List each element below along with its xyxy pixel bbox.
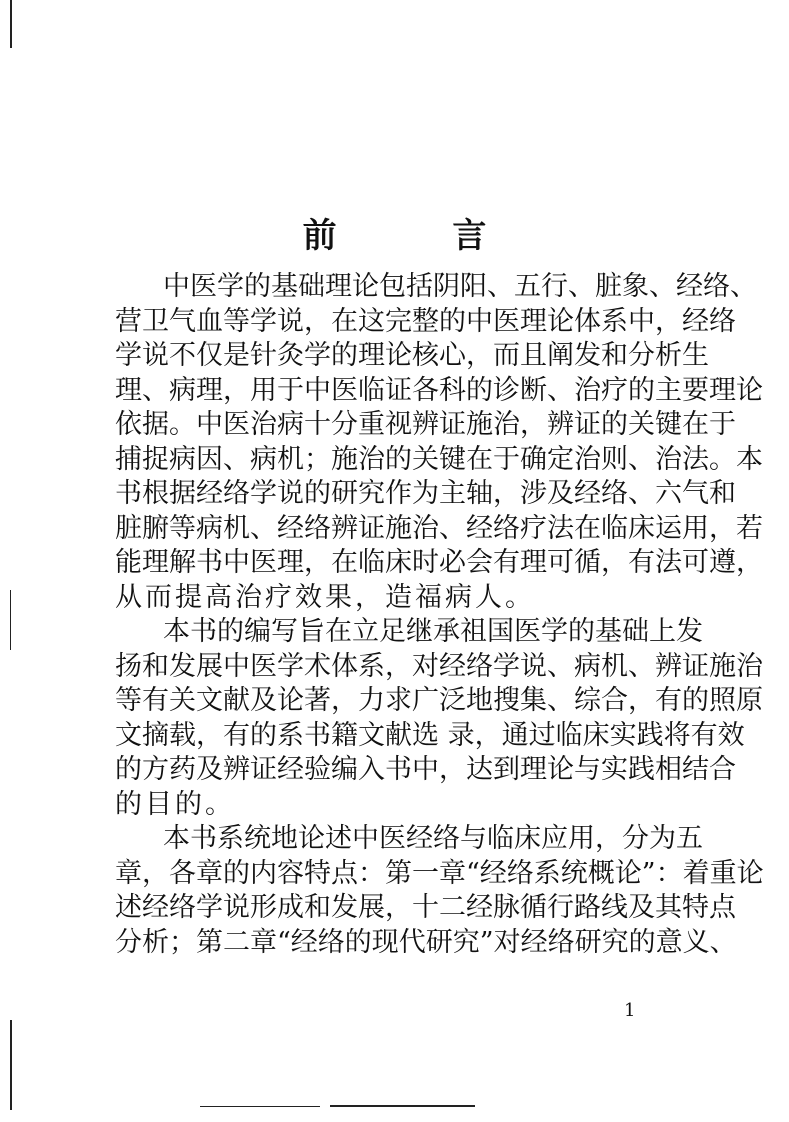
text-line: 的方药及辨证经验编入书中，达到理论与实践相结合 xyxy=(115,754,736,785)
text-line: 脏腑等病机、经络辨证施治、经络疗法在临床运用，若 xyxy=(115,512,763,544)
scan-edge-mark xyxy=(10,1020,12,1110)
text-line: 理、病理，用于中医临证各科的诊断、治疗的主要理论 xyxy=(115,374,763,406)
text-line: 学说不仅是针灸学的理论核心，而且阐发和分析生 xyxy=(115,340,709,371)
text-line: 扬和发展中医学术体系，对经络学说、病机、辨证施治 xyxy=(115,650,763,682)
text-line: 述经络学说形成和发展，十二经脉循行路线及其特点 xyxy=(115,892,736,923)
page-number: 1 xyxy=(624,1000,636,1021)
text-line: 本书系统地论述中医经络与临床应用，分为五 xyxy=(163,823,703,854)
text-line: 分析；第二章“经络的现代研究”对经络研究的意义、 xyxy=(115,926,737,958)
page-title: 前 言 xyxy=(302,216,539,256)
text-line: 中医学的基础理论包括阴阳、五行、脏象、经络、 xyxy=(163,271,757,302)
text-line: 书根据经络学说的研究作为主轴，涉及经络、六气和 xyxy=(115,478,736,509)
scan-edge-mark xyxy=(200,1106,320,1107)
text-line: 从而提高治疗效果，造福病人。 xyxy=(115,581,535,613)
text-line: 的目的。 xyxy=(115,788,235,820)
scan-edge-mark xyxy=(330,1105,475,1107)
text-line: 章，各章的内容特点：第一章“经络系统概论”：着重论 xyxy=(115,857,764,889)
text-line: 能理解书中医理，在临床时必会有理可循，有法可遵， xyxy=(115,547,763,578)
text-line: 捕捉病因、病机；施治的关键在于确定治则、治法。本 xyxy=(115,443,763,475)
scan-edge-mark xyxy=(10,0,12,48)
text-line: 等有关文献及论著，力求广泛地搜集、综合，有的照原 xyxy=(115,685,763,716)
text-line: 本书的编写旨在立足继承祖国医学的基础上发 xyxy=(163,616,703,647)
text-line: 文摘载，有的系书籍文献选 录，通过临床实践将有效 xyxy=(115,719,745,751)
text-line: 依据。中医治病十分重视辨证施治，辨证的关键在于 xyxy=(115,409,736,440)
scan-edge-mark xyxy=(10,590,11,650)
text-line: 营卫气血等学说，在这完整的中医理论体系中，经络 xyxy=(115,305,736,337)
document-body xyxy=(115,270,764,960)
